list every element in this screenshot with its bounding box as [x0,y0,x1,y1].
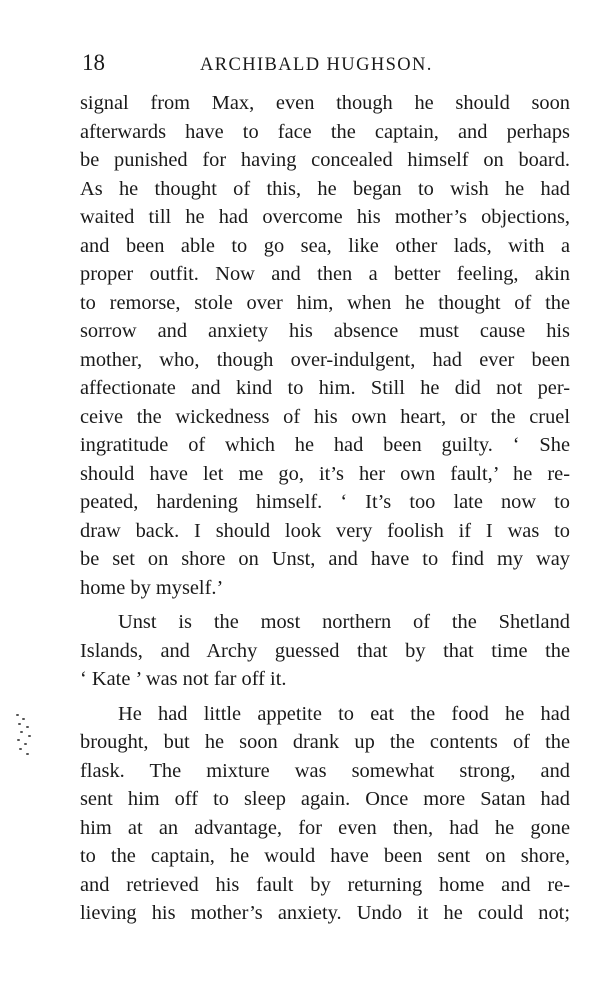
text-line: to the captain, he would have been sent on shore, [80,845,570,867]
text-line: home by myself.’ [80,576,224,599]
text-line: peated, hardening himself. ‘ It’s too late now to [80,491,570,513]
text-line: As he thought of this, he began to wish he had [80,177,570,200]
running-title: ARCHIBALD HUGHSON. [200,55,433,75]
text-line: flask. The mixture was somewhat strong, and [80,759,570,782]
text-line: He had little appetite to eat the food he had [118,702,570,725]
page-header [80,48,570,78]
text-line: be punished for having concealed himself on board. [80,149,570,171]
text-line: ingratitude of which he had been guilty. ‘ She [80,434,570,456]
text-line: waited till he had overcome his mother’s objections, [80,206,570,228]
page-number: 18 [82,50,105,75]
text-line: brought, but he soon drank up the contents of the [80,731,570,753]
text-line: sent him off to sleep again. Once more Satan had [80,788,570,810]
text-line: ceive the wickedness of his own heart, or the cruel [80,405,570,428]
text-line: be set on shore on Unst, and have to find my way [80,548,570,570]
text-line: ‘ Kate ’ was not far off it. [80,668,287,690]
body-text [80,89,570,928]
text-line: proper outfit. Now and then a better feeling, akin [80,263,570,285]
text-line: and been able to go sea, like other lads, with a [80,234,570,257]
text-line: and retrieved his fault by returning home and re- [80,873,570,896]
text-line: draw back. I should look very foolish if I was to [80,519,570,542]
text-line: Unst is the most northern of the Shetland [118,611,570,633]
text-line: should have let me go, it’s her own fault,’ he re- [80,462,570,485]
text-line: Islands, and Archy guessed that by that time the [80,639,570,662]
text-line: mother, who, though over-indulgent, had ever been [80,348,570,371]
text-line: him at an advantage, for even then, had he gone [80,816,570,839]
scan-speckle [14,712,34,762]
text-line: sorrow and anxiety his absence must cause his [80,320,570,342]
text-line: signal from Max, even though he should soon [80,92,570,114]
text-line: afterwards have to face the captain, and perhaps [80,120,570,143]
text-line: lieving his mother’s anxiety. Undo it he could not; [80,902,570,924]
text-line: affectionate and kind to him. Still he did not per- [80,377,570,399]
text-line: to remorse, stole over him, when he thought of the [80,291,570,314]
